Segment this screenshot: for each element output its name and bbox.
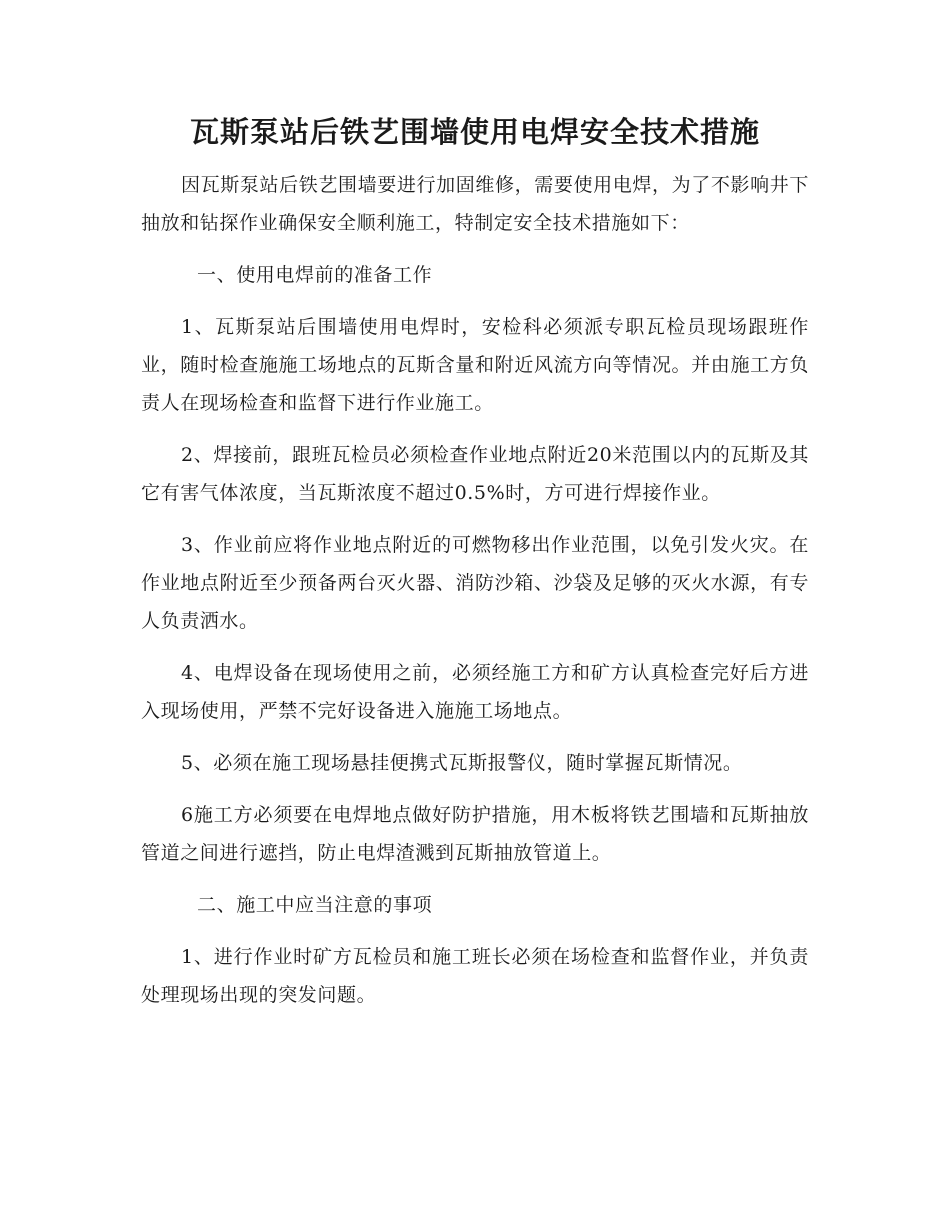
document-body <box>141 166 809 1028</box>
list-item: 1、瓦斯泵站后围墙使用电焊时，安检科必须派专职瓦检员现场跟班作业，随时检查施施工场地点的瓦斯含量和附近风流方向等情况。并由施工方负责人在现场检查和监督下进行作业施工。 <box>141 316 809 414</box>
intro-paragraph: 因瓦斯泵站后铁艺围墙要进行加固维修，需要使用电焊，为了不影响井下抽放和钻探作业确保安全顺利施工，特制定安全技术措施如下： <box>141 174 809 234</box>
list-item: 3、作业前应将作业地点附近的可燃物移出作业范围，以免引发火灾。在作业地点附近至少预备两台灭火器、消防沙箱、沙袋及足够的灭火水源，有专人负责洒水。 <box>141 534 809 632</box>
list-item: 1、进行作业时矿方瓦检员和施工班长必须在场检查和监督作业，并负责处理现场出现的突发问题。 <box>141 946 809 1006</box>
list-item: 5、必须在施工现场悬挂便携式瓦斯报警仪，随时掌握瓦斯情况。 <box>181 752 743 774</box>
list-item: 2、焊接前，跟班瓦检员必须检查作业地点附近20米范围以内的瓦斯及其它有害气体浓度，当瓦斯浓度不超过0.5%时，方可进行焊接作业。 <box>141 444 809 504</box>
document-title: 瓦斯泵站后铁艺围墙使用电焊安全技术措施 <box>189 115 760 149</box>
list-item: 6施工方必须要在电焊地点做好防护措施，用木板将铁艺围墙和瓦斯抽放管道之间进行遮挡，防止电焊渣溅到瓦斯抽放管道上。 <box>141 804 809 864</box>
section-heading-preparation: 一、使用电焊前的准备工作 <box>197 264 433 286</box>
section-heading-precautions: 二、施工中应当注意的事项 <box>197 894 433 916</box>
list-item: 4、电焊设备在现场使用之前，必须经施工方和矿方认真检查完好后方进入现场使用，严禁不完好设备进入施施工场地点。 <box>141 662 809 722</box>
